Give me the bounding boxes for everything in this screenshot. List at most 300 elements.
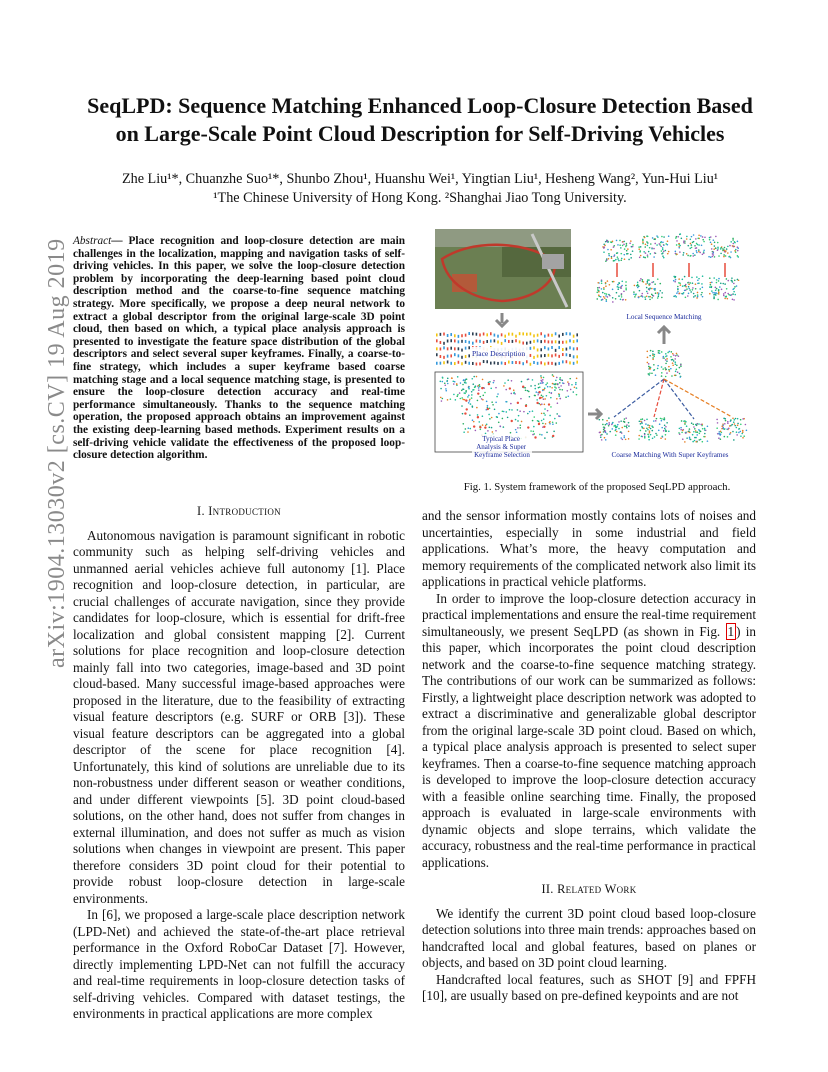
point-cloud-dot [605,260,607,262]
point-cloud-dot [542,423,544,425]
point-cloud-dot [678,278,680,280]
point-cloud-dot [704,429,706,431]
point-cloud-dot [645,298,647,300]
point-cloud-dot [671,351,673,353]
point-cloud-dot [465,390,467,392]
descriptor-cell [440,333,442,336]
keyframe-dot [466,408,468,410]
point-cloud-dot [701,283,703,285]
point-cloud-dot [625,285,627,287]
point-cloud-dot [690,291,692,293]
point-cloud-dot [727,421,729,423]
descriptor-cell [569,346,571,349]
point-cloud-dot [659,283,661,285]
point-cloud-dot [662,255,664,257]
point-cloud-dot [490,388,492,390]
point-cloud-dot [732,238,734,240]
point-cloud-dot [689,282,691,284]
point-cloud-dot [575,384,577,386]
descriptor-cell [573,362,575,365]
point-cloud-dot [641,426,643,428]
point-cloud-dot [661,366,663,368]
point-cloud-dot [695,288,697,290]
point-cloud-dot [618,260,620,262]
point-cloud-dot [661,250,663,252]
point-cloud-dot [675,371,677,373]
point-cloud-dot [727,422,729,424]
point-cloud-dot [642,279,644,281]
point-cloud-dot [462,388,464,390]
point-cloud-dot [654,354,656,356]
figure-1 [432,229,762,469]
point-cloud-dot [684,420,686,422]
point-cloud-dot [658,430,660,432]
point-cloud-dot [655,374,657,376]
point-cloud-dot [515,429,517,431]
point-cloud-dot [651,294,653,296]
point-cloud-dot [442,398,444,400]
point-cloud-dot [638,297,640,299]
descriptor-cell [562,353,564,356]
point-cloud-dot [640,419,642,421]
point-cloud-dot [647,256,649,258]
point-cloud-dot [621,293,623,295]
point-cloud-dot [667,253,669,255]
point-cloud-dot [615,434,617,436]
point-cloud-dot [665,434,667,436]
point-cloud-dot [598,419,600,421]
point-cloud-dot [506,411,508,413]
point-cloud-dot [643,256,645,258]
point-cloud-dot [604,430,606,432]
point-cloud-dot [680,364,682,366]
point-cloud-dot [679,367,681,369]
keyframe-dot [464,412,466,414]
descriptor-cell [548,340,550,343]
point-cloud-dot [716,427,718,429]
keyframe-dot [465,399,467,401]
point-cloud-dot [607,280,609,282]
point-cloud-dot [549,421,551,423]
point-cloud-dot [639,280,641,282]
point-cloud-dot [688,293,690,295]
point-cloud-dot [644,246,646,248]
descriptor-cell [440,347,442,350]
descriptor-cell [533,361,535,364]
point-cloud-dot [559,377,561,379]
keyframe-dot [487,408,489,410]
point-cloud-dot [692,255,694,257]
point-cloud-dot [596,292,598,294]
point-cloud-dot [647,279,649,281]
coarse-matching-tree [598,350,747,443]
point-cloud-dot [452,380,454,382]
point-cloud-dot [605,295,607,297]
figure-1-caption: Fig. 1. System framework of the proposed SeqLPD approach. [463,481,731,493]
point-cloud-dot [617,258,619,260]
point-cloud-dot [656,244,658,246]
point-cloud-dot [462,384,464,386]
point-cloud-dot [718,293,720,295]
point-cloud-dot [478,387,480,389]
point-cloud-dot [607,296,609,298]
point-cloud-dot [652,237,654,239]
descriptor-cell [504,335,506,338]
point-cloud-dot [715,287,717,289]
point-cloud-dot [658,296,660,298]
point-cloud-dot [675,253,677,255]
point-cloud-dot [679,373,681,375]
descriptor-cell [504,339,506,342]
point-cloud-dot [702,428,704,430]
point-cloud-dot [742,431,744,433]
point-cloud-dot [605,299,607,301]
descriptor-cell [519,361,521,364]
tree-branch [664,379,694,419]
point-cloud-dot [608,294,610,296]
point-cloud-dot [618,295,620,297]
point-cloud-dot [461,397,463,399]
point-cloud-dot [675,295,677,297]
point-cloud-dot [640,421,642,423]
descriptor-cell [555,332,557,335]
point-cloud-dot [715,248,717,250]
point-cloud-dot [718,278,720,280]
point-cloud-dot [695,430,697,432]
point-cloud-dot [700,294,702,296]
point-cloud-dot [653,295,655,297]
descriptor-cell [450,347,452,350]
point-cloud-dot [460,382,462,384]
point-cloud-dot [646,291,648,293]
point-cloud-dot [641,293,643,295]
descriptor-cell [551,362,553,365]
point-cloud-dot [445,388,447,390]
point-cloud-dot [720,430,722,432]
point-cloud-dot [646,287,648,289]
point-cloud-dot [733,288,735,290]
point-cloud-dot [740,423,742,425]
point-cloud-dot [677,291,679,293]
descriptor-cell [501,333,503,336]
point-cloud-dot [481,398,483,400]
point-cloud-dot [505,401,507,403]
point-cloud-dot [469,400,471,402]
point-cloud-dot [569,378,571,380]
point-cloud-dot [556,398,558,400]
descriptor-cell [558,346,560,349]
point-cloud-dot [640,278,642,280]
point-cloud-dot [684,423,686,425]
point-cloud-dot [651,372,653,374]
point-cloud-dot [478,389,480,391]
section-heading-introduction [73,503,405,520]
point-cloud-dot [735,418,737,420]
point-cloud-dot [444,382,446,384]
point-cloud-dot [545,384,547,386]
descriptor-cell [476,363,478,366]
point-cloud-dot [709,277,711,279]
descriptor-cell [533,334,535,337]
point-cloud-dot [716,279,718,281]
point-cloud-dot [610,249,612,251]
point-cloud-dot [532,420,534,422]
point-cloud-dot [456,383,458,385]
point-cloud-dot [515,419,517,421]
point-cloud-dot [471,394,473,396]
point-cloud-dot [492,431,494,433]
point-cloud-dot [621,296,623,298]
point-cloud-dot [493,382,495,384]
point-cloud-dot [734,425,736,427]
figure-1-link[interactable]: 1 [727,623,735,639]
descriptor-cell [558,341,560,344]
point-cloud-dot [605,439,607,441]
point-cloud-dot [440,388,442,390]
point-cloud-dot [523,411,525,413]
point-cloud-dot [491,427,493,429]
descriptor-cell [551,346,553,349]
point-cloud-dot [729,256,731,258]
point-cloud-dot [446,380,448,382]
point-cloud-dot [647,245,649,247]
point-cloud-dot [731,277,733,279]
point-cloud-dot [737,279,739,281]
point-cloud-dot [556,377,558,379]
point-cloud-dot [555,383,557,385]
point-cloud-dot [711,248,713,250]
point-cloud-dot [628,431,630,433]
point-cloud-dot [616,240,618,242]
point-cloud-dot [629,242,631,244]
descriptor-cell [450,333,452,336]
descriptor-cell [450,339,452,342]
point-cloud-dot [653,288,655,290]
point-cloud-dot [476,376,478,378]
point-cloud-dot [694,295,696,297]
point-cloud-dot [657,368,659,370]
point-cloud-dot [454,381,456,383]
point-cloud-dot [698,429,700,431]
point-cloud-dot [695,431,697,433]
point-cloud-dot [679,251,681,253]
descriptor-cell [526,360,528,363]
point-cloud-dot [626,243,628,245]
point-cloud-dot [651,248,653,250]
point-cloud-dot [641,435,643,437]
point-cloud-dot [653,364,655,366]
point-cloud-dot [598,291,600,293]
point-cloud-dot [647,434,649,436]
point-cloud-dot [725,296,727,298]
point-cloud-dot [624,421,626,423]
keyframe-dot [527,426,529,428]
point-cloud-dot [715,289,717,291]
point-cloud-dot [692,282,694,284]
point-cloud-dot [670,368,672,370]
point-cloud-dot [661,297,663,299]
point-cloud-dot [453,394,455,396]
point-cloud-dot [465,428,467,430]
point-cloud-dot [637,285,639,287]
point-cloud-dot [688,284,690,286]
point-cloud-dot [654,252,656,254]
point-cloud-dot [502,418,504,420]
point-cloud-dot [678,247,680,249]
descriptor-cell [555,354,557,357]
point-cloud-dot [453,383,455,385]
descriptor-cell [544,362,546,365]
point-cloud-dot [601,282,603,284]
point-cloud-dot [707,425,709,427]
descriptor-cell [522,342,524,345]
point-cloud-dot [605,282,607,284]
point-cloud-dot [639,251,641,253]
point-cloud-dot [702,239,704,241]
point-cloud-dot [685,296,687,298]
point-cloud-dot [653,256,655,258]
descriptor-cell [576,333,578,336]
point-cloud-dot [680,429,682,431]
point-cloud-dot [634,285,636,287]
point-cloud-dot [714,242,716,244]
point-cloud-dot [663,251,665,253]
point-cloud-dot [439,381,441,383]
point-cloud-dot [733,299,735,301]
descriptor-cell [450,354,452,357]
point-cloud-dot [731,424,733,426]
point-cloud-dot [681,432,683,434]
point-cloud-dot [480,429,482,431]
point-cloud-dot [725,255,727,257]
point-cloud-dot [598,287,600,289]
point-cloud-dot [661,351,663,353]
point-cloud-dot [462,399,464,401]
point-cloud-dot [686,437,688,439]
point-cloud-dot [696,276,698,278]
point-cloud-dot [559,382,561,384]
point-cloud-dot [510,403,512,405]
point-cloud-dot [498,421,500,423]
point-cloud-dot [624,248,626,250]
paper-title [60,92,780,148]
point-cloud-dot [608,253,610,255]
point-cloud-dot [732,293,734,295]
point-cloud-dot [621,427,623,429]
descriptor-cell [497,340,499,343]
point-cloud-dot [557,402,559,404]
point-cloud-dot [544,398,546,400]
point-cloud-dot [562,382,564,384]
descriptor-cell [476,340,478,343]
point-cloud-dot [648,363,650,365]
point-cloud-dot [608,255,610,257]
point-cloud-dot [520,398,522,400]
point-cloud-dot [608,424,610,426]
descriptor-cell [461,340,463,343]
point-cloud-dot [612,289,614,291]
point-cloud-dot [648,296,650,298]
point-cloud-dot [665,429,667,431]
point-cloud-dot [664,367,666,369]
point-cloud-dot [639,290,641,292]
point-cloud-dot [737,246,739,248]
point-cloud-dot [729,425,731,427]
point-cloud-dot [661,420,663,422]
descriptor-cell [494,339,496,342]
keyframe-dot [552,435,554,437]
point-cloud-dot [469,399,471,401]
label-typical-place-3: Keyframe Selection [474,451,530,459]
point-cloud-dot [716,292,718,294]
point-cloud-dot [686,238,688,240]
point-cloud-dot [464,382,466,384]
point-cloud-dot [618,421,620,423]
point-cloud-dot [504,382,506,384]
point-cloud-dot [724,298,726,300]
point-cloud-dot [532,379,534,381]
point-cloud-dot [441,381,443,383]
point-cloud-dot [613,281,615,283]
point-cloud-dot [650,350,652,352]
point-cloud-dot [639,420,641,422]
point-cloud-dot [469,414,471,416]
point-cloud-dot [692,242,694,244]
point-cloud-dot [494,409,496,411]
point-cloud-dot [686,253,688,255]
aerial-map-image [435,229,571,309]
descriptor-cell [530,347,532,350]
point-cloud-dot [644,257,646,259]
point-cloud-dot [603,296,605,298]
point-cloud-dot [660,246,662,248]
point-cloud-dot [521,381,523,383]
point-cloud-dot [617,286,619,288]
descriptor-cell [465,347,467,350]
point-cloud-dot [459,392,461,394]
point-cloud-dot [551,393,553,395]
keyframe-dot [543,426,545,428]
point-cloud-dot [723,295,725,297]
keyframe-dot [481,387,483,389]
point-cloud-dot [603,243,605,245]
point-cloud-dot [689,437,691,439]
point-cloud-dot [665,369,667,371]
descriptor-cell [530,341,532,344]
point-cloud-dot [622,299,624,301]
point-cloud-dot [489,381,491,383]
point-cloud-dot [710,284,712,286]
descriptor-cell [461,362,463,365]
point-cloud-dot [676,369,678,371]
point-cloud-dot [732,299,734,301]
point-cloud-dot [478,421,480,423]
point-cloud-dot [620,287,622,289]
point-cloud-dot [617,424,619,426]
descriptor-cell [576,355,578,358]
descriptor-cell [501,362,503,365]
point-cloud-dot [468,427,470,429]
point-cloud-dot [441,400,443,402]
point-cloud-dot [651,288,653,290]
point-cloud-dot [688,286,690,288]
point-cloud-dot [698,278,700,280]
point-cloud-dot [743,435,745,437]
point-cloud-dot [647,282,649,284]
point-cloud-dot [733,439,735,441]
descriptor-cell [479,333,481,336]
point-cloud-dot [696,243,698,245]
